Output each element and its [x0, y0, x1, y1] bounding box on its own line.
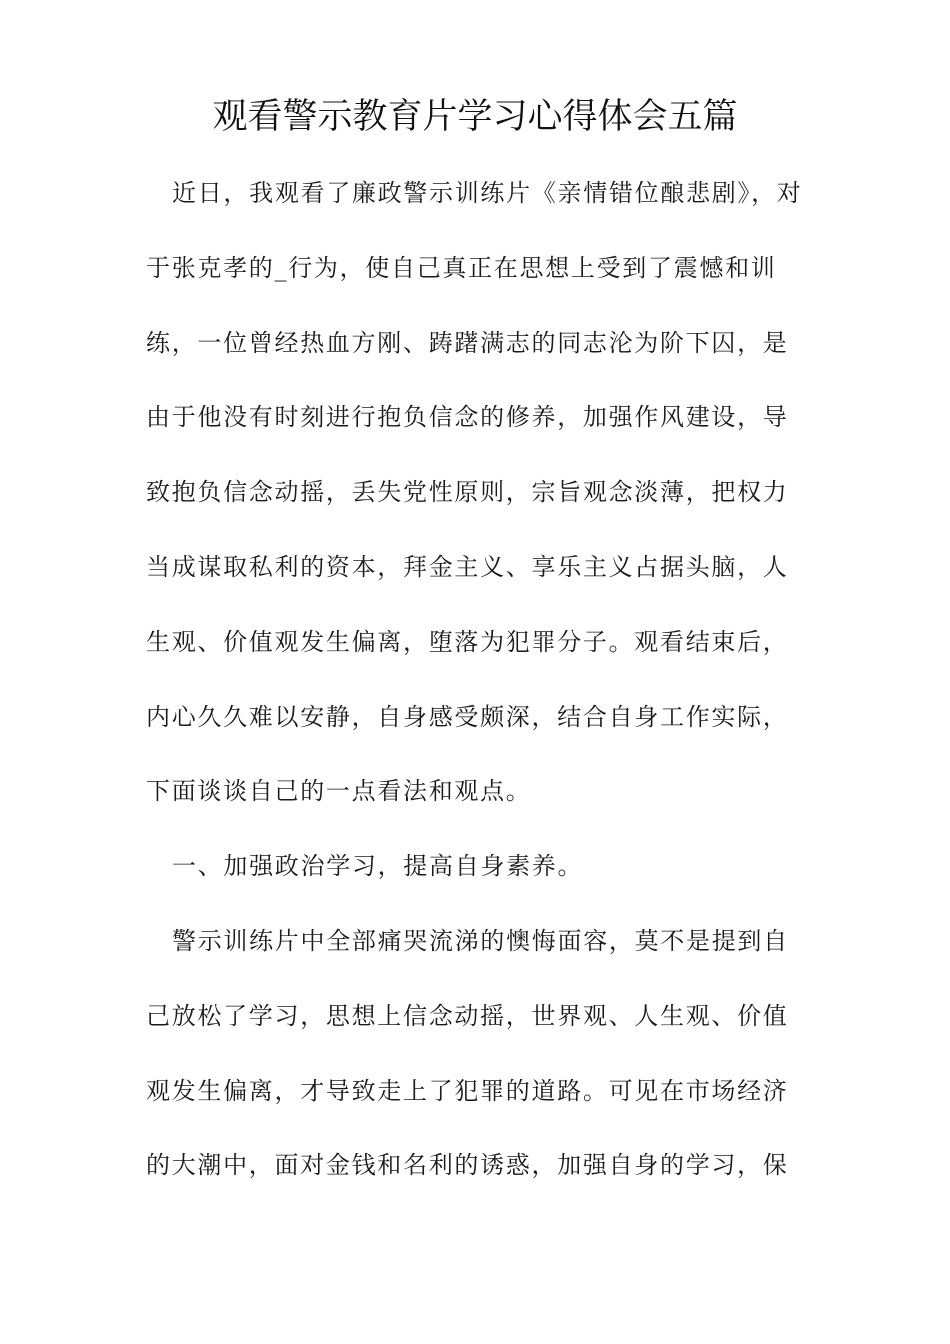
paragraph-1-line-6: 当成谋取私利的资本，拜金主义、享乐主义占据头脑，人	[146, 552, 789, 581]
paragraph-1-line-2: 于张克孝的_行为，使自己真正在思想上受到了震憾和训	[146, 253, 777, 282]
paragraph-2-line-1: 警示训练片中全部痛哭流涕的懊悔面容，莫不是提到自	[172, 926, 789, 955]
paragraph-1-line-4: 由于他没有时刻进行抱负信念的修养，加强作风建设，导	[146, 403, 789, 432]
document-title: 观看警示教育片学习心得体会五篇	[212, 97, 738, 137]
paragraph-1-line-5: 致抱负信念动摇，丢失党性原则，宗旨观念淡薄，把权力	[146, 478, 789, 507]
paragraph-1-line-3: 练，一位曾经热血方刚、踌躇满志的同志沦为阶下囚，是	[146, 328, 789, 357]
paragraph-1-line-7: 生观、价值观发生偏离，堕落为犯罪分子。观看结束后，	[146, 627, 789, 656]
paragraph-1-line-9: 下面谈谈自己的一点看法和观点。	[146, 777, 532, 806]
section-heading-1: 一、加强政治学习，提高自身素养。	[172, 852, 584, 881]
paragraph-2-line-4: 的大潮中，面对金钱和名利的诱惑，加强自身的学习，保	[146, 1151, 789, 1180]
paragraph-2-line-3: 观发生偏离，才导致走上了犯罪的道路。可见在市场经济	[146, 1076, 789, 1105]
paragraph-1-line-1: 近日，我观看了廉政警示训练片《亲情错位酿悲剧》，对	[172, 179, 803, 207]
document-body	[146, 156, 803, 1203]
paragraph-1-line-8: 内心久久难以安静，自身感受颇深，结合自身工作实际，	[146, 702, 789, 731]
paragraph-2-line-2: 己放松了学习，思想上信念动摇，世界观、人生观、价值	[146, 1001, 789, 1030]
